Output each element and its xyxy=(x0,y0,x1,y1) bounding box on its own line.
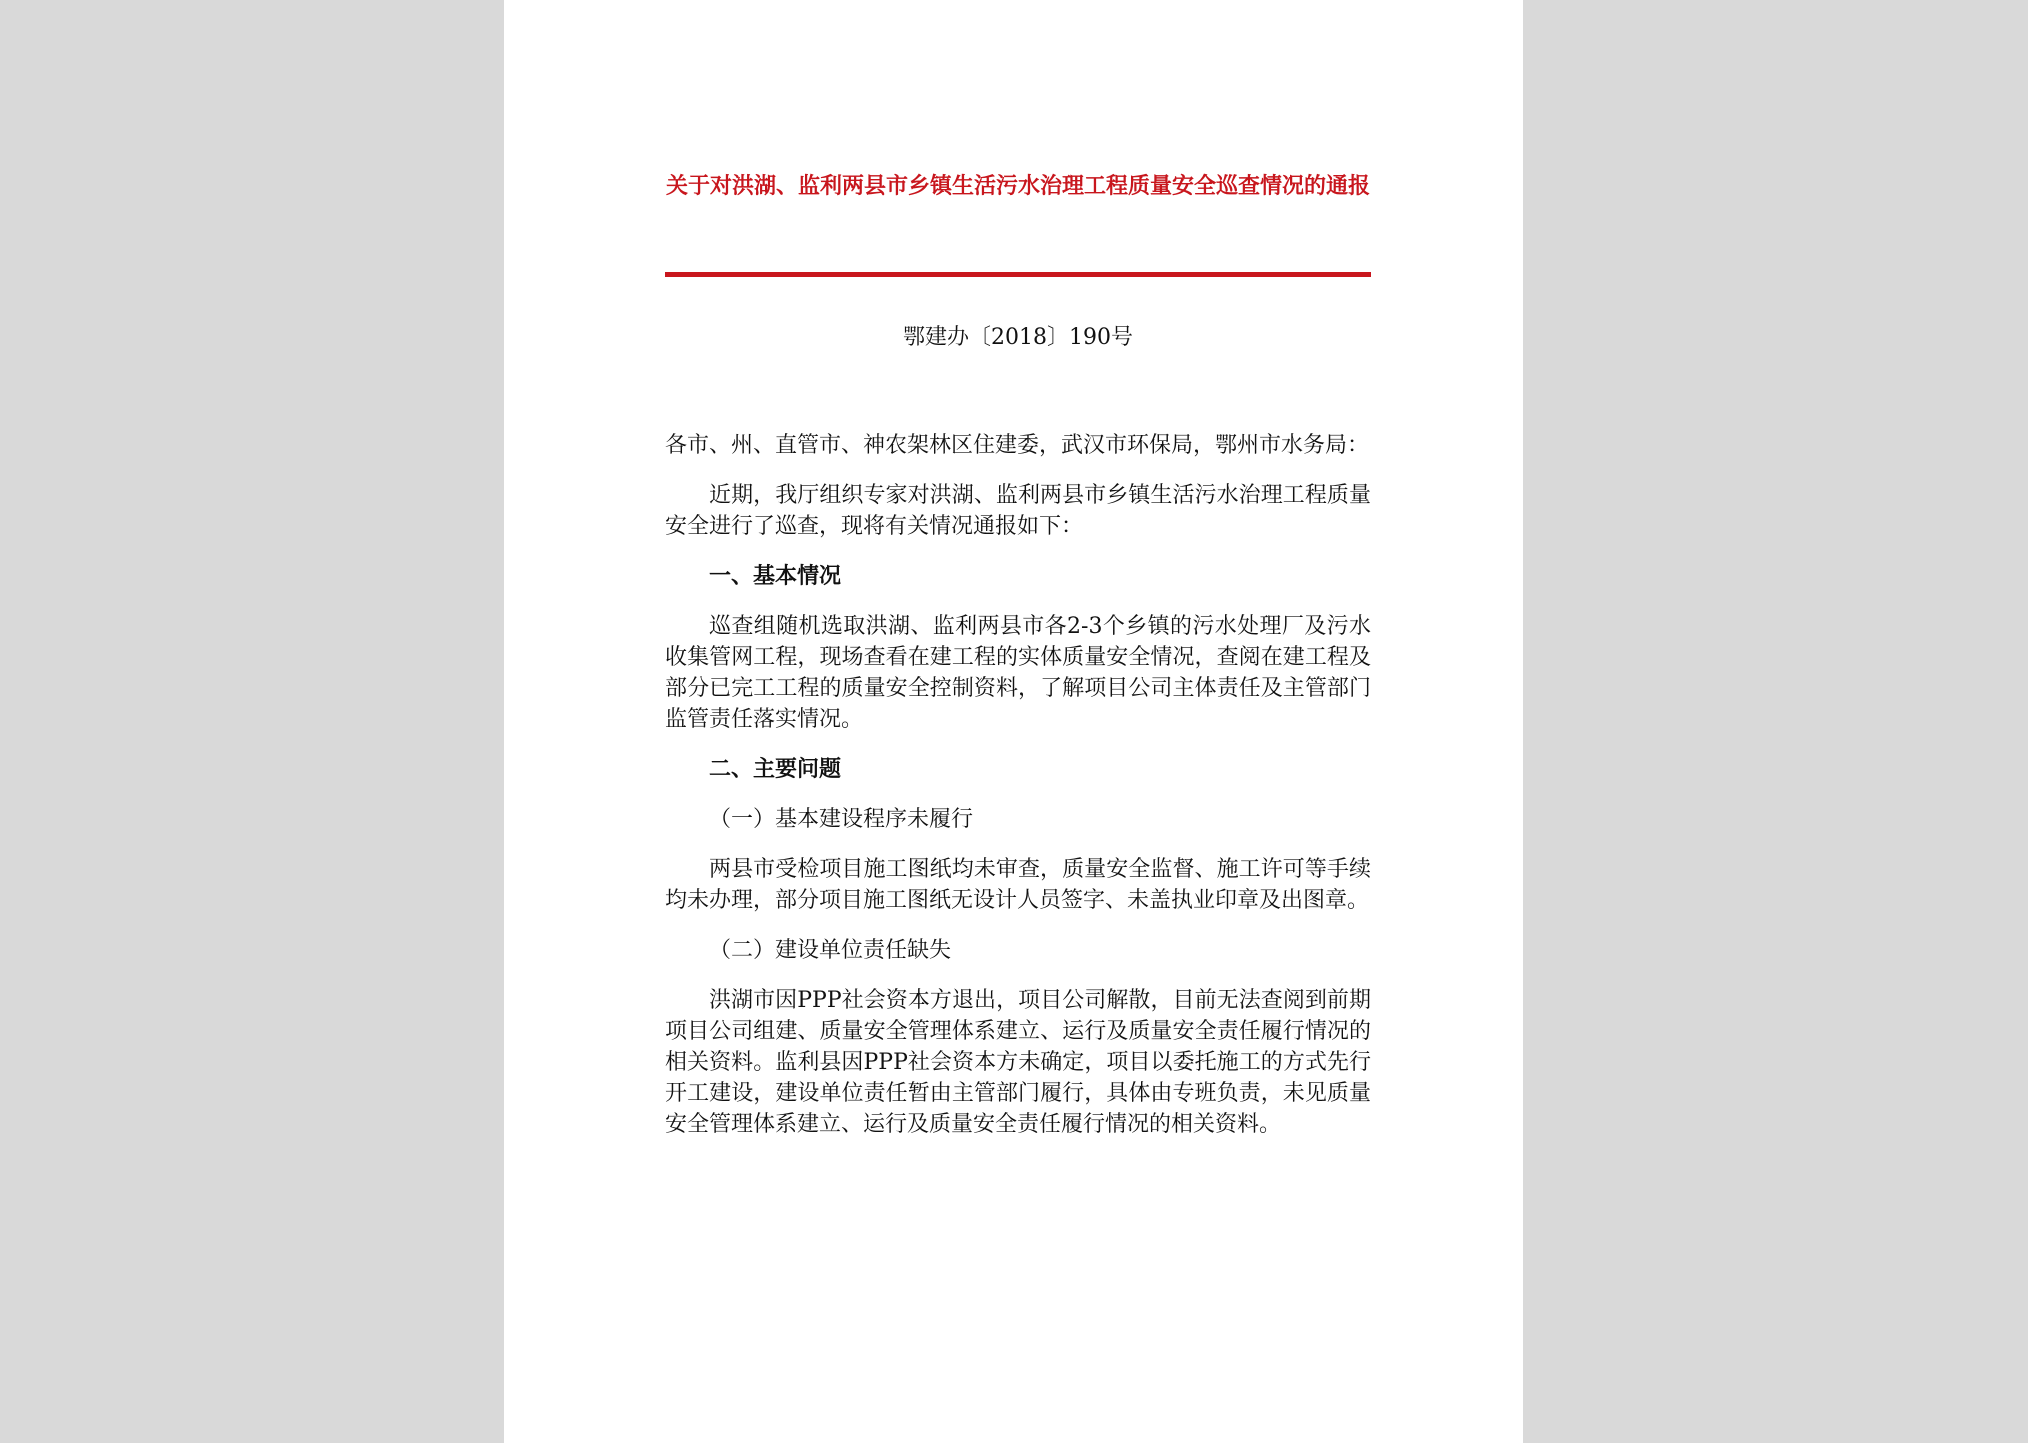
responsibility-paragraph: 洪湖市因PPP社会资本方退出，项目公司解散，目前无法查阅到前期项目公司组建、质量安全管理体系建立、运行及质量安全责任履行情况的相关资料。监利县因PPP社会资本方未确定，项目以委托施工的方式先行开工建设，建设单位责任暂由主管部门履行，具体由专班负责，未见质量安全管理体系建立、运行及质量安全责任履行情况的相关资料。 xyxy=(665,988,1371,1137)
subheading-procedures: （一）基本建设程序未履行 xyxy=(709,807,974,832)
document-title: 关于对洪湖、监利两县市乡镇生活污水治理工程质量安全巡查情况的通报 xyxy=(665,174,1370,199)
section-heading-main-problems: 二、主要问题 xyxy=(709,757,842,782)
document-body xyxy=(665,430,1371,1159)
document-number: 鄂建办〔2018〕190号 xyxy=(903,325,1133,350)
red-header-rule xyxy=(665,272,1371,277)
procedures-paragraph: 两县市受检项目施工图纸均未审查，质量安全监督、施工许可等手续均未办理，部分项目施工图纸无设计人员签字、未盖执业印章及出图章。 xyxy=(665,857,1371,913)
section-heading-basic-situation: 一、基本情况 xyxy=(709,564,842,589)
addressee-paragraph: 各市、州、直管市、神农架林区住建委，武汉市环保局，鄂州市水务局： xyxy=(665,433,1370,458)
basic-situation-paragraph: 巡查组随机选取洪湖、监利两县市各2-3个乡镇的污水处理厂及污水收集管网工程，现场查看在建工程的实体质量安全情况，查阅在建工程及部分已完工工程的质量安全控制资料，了解项目公司主体责任及主管部门监管责任落实情况。 xyxy=(665,614,1371,732)
document-page xyxy=(504,0,1523,1443)
subheading-responsibility: （二）建设单位责任缺失 xyxy=(709,938,952,963)
intro-paragraph: 近期，我厅组织专家对洪湖、监利两县市乡镇生活污水治理工程质量安全进行了巡查，现将有关情况通报如下： xyxy=(665,483,1371,539)
